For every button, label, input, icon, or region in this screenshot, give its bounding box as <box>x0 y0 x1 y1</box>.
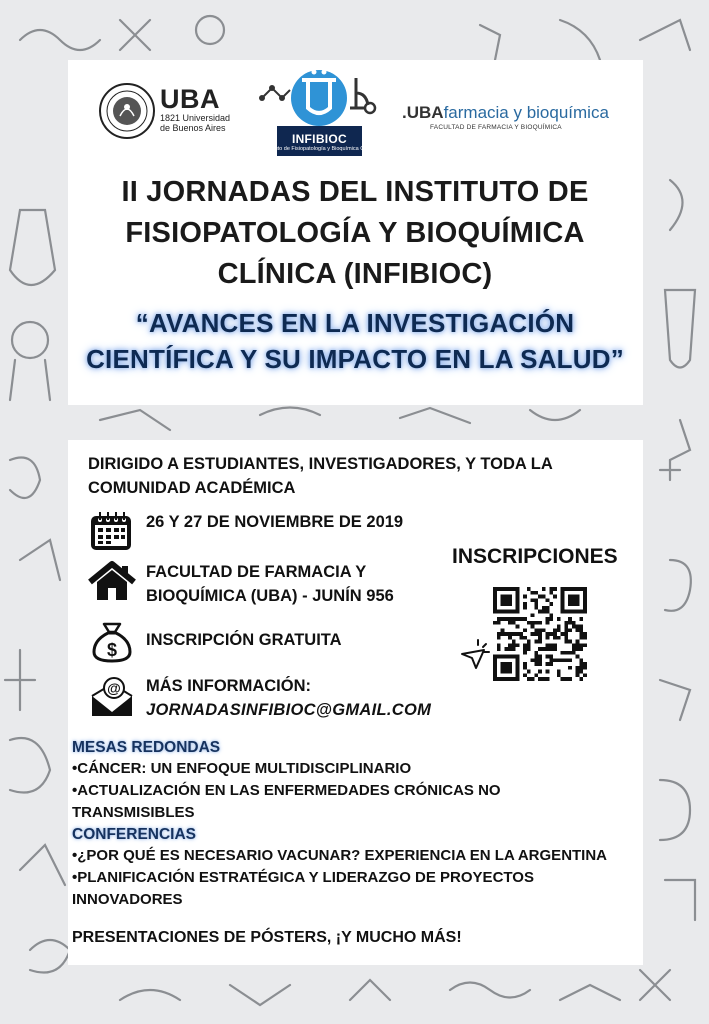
event-subtitle <box>70 305 640 377</box>
farmacia-word: farmacia y bioquímica <box>443 103 609 122</box>
subtitle-line: “AVANCES EN LA INVESTIGACIÓN <box>135 308 575 338</box>
farmacia-subtitle: FACULTAD DE FARMACIA Y BIOQUÍMICA <box>430 124 562 131</box>
uba-subtitle <box>160 113 230 133</box>
event-fee <box>146 620 342 652</box>
farmacia-logo <box>402 103 632 131</box>
program-section <box>72 737 632 911</box>
date-row <box>88 510 403 554</box>
infibioc-subtitle: Instituto de Fisiopatología y Bioquímica Clínica <box>262 146 378 152</box>
place-row <box>88 560 394 608</box>
event-fee-text: INSCRIPCIÓN GRATUITA <box>146 631 342 649</box>
uba-logo <box>98 82 231 142</box>
list-item: •CÁNCER: UN ENFOQUE MULTIDISCIPLINARIO <box>72 760 412 777</box>
more-info <box>146 674 431 722</box>
subtitle-line: CIENTÍFICA Y SU IMPACTO EN LA SALUD” <box>86 344 624 374</box>
svg-text:@: @ <box>107 680 121 696</box>
event-date-text: 26 Y 27 DE NOVIEMBRE DE 2019 <box>146 513 404 531</box>
conferences-heading: CONFERENCIAS <box>72 826 197 843</box>
event-place <box>146 560 394 608</box>
money-bag-icon <box>88 620 136 664</box>
cursor-click-icon <box>456 638 490 672</box>
more-info-row <box>88 674 431 722</box>
page-title <box>70 172 640 295</box>
title-line: FISIOPATOLOGÍA Y BIOQUÍMICA <box>125 217 585 249</box>
title-line: II JORNADAS DEL INSTITUTO DE <box>121 176 589 208</box>
more-info-label: MÁS INFORMACIÓN: <box>146 677 311 695</box>
registration-title: INSCRIPCIONES <box>452 545 618 568</box>
audience-text: DIRIGIDO A ESTUDIANTES, INVESTIGADORES, Y TODA LA COMUNIDAD ACADÉMICA <box>88 455 553 497</box>
event-place-line: BIOQUÍMICA (UBA) - JUNÍN 956 <box>146 587 394 605</box>
qr-code-icon[interactable] <box>493 587 587 681</box>
uba-seal-icon <box>98 82 156 140</box>
event-place-line: FACULTAD DE FARMACIA Y <box>146 563 367 581</box>
contact-email-link[interactable]: JORNADASINFIBIOC@GMAIL.COM <box>146 701 432 719</box>
house-icon <box>88 560 136 604</box>
farmacia-prefix: .UBA <box>402 103 444 122</box>
fee-row <box>88 620 342 664</box>
email-envelope-icon <box>88 674 136 718</box>
calendar-icon <box>88 510 136 554</box>
list-item: •¿POR QUÉ ES NECESARIO VACUNAR? EXPERIENCIA EN LA ARGENTINA <box>72 847 608 864</box>
title-line: CLÍNICA (INFIBIOC) <box>217 258 493 290</box>
list-item: •PLANIFICACIÓN ESTRATÉGICA Y LIDERAZGO DE PROYECTOS INNOVADORES <box>72 869 534 908</box>
farmacia-name <box>402 103 632 123</box>
uba-subtitle-line1: 1821 Universidad <box>160 113 231 123</box>
infibioc-name: INFIBIOC <box>291 132 348 146</box>
round-tables-heading: MESAS REDONDAS <box>72 739 221 756</box>
uba-subtitle-line2: de Buenos Aires <box>160 123 226 133</box>
event-date <box>146 510 403 534</box>
uba-word: UBA <box>160 84 220 114</box>
infibioc-logo <box>252 68 387 158</box>
list-item: •ACTUALIZACIÓN EN LAS ENFERMEDADES CRÓNICAS NO TRANSMISIBLES <box>72 782 501 821</box>
svg-text:$: $ <box>106 640 118 660</box>
closing-text: PRESENTACIONES DE PÓSTERS, ¡Y MUCHO MÁS! <box>72 929 462 946</box>
